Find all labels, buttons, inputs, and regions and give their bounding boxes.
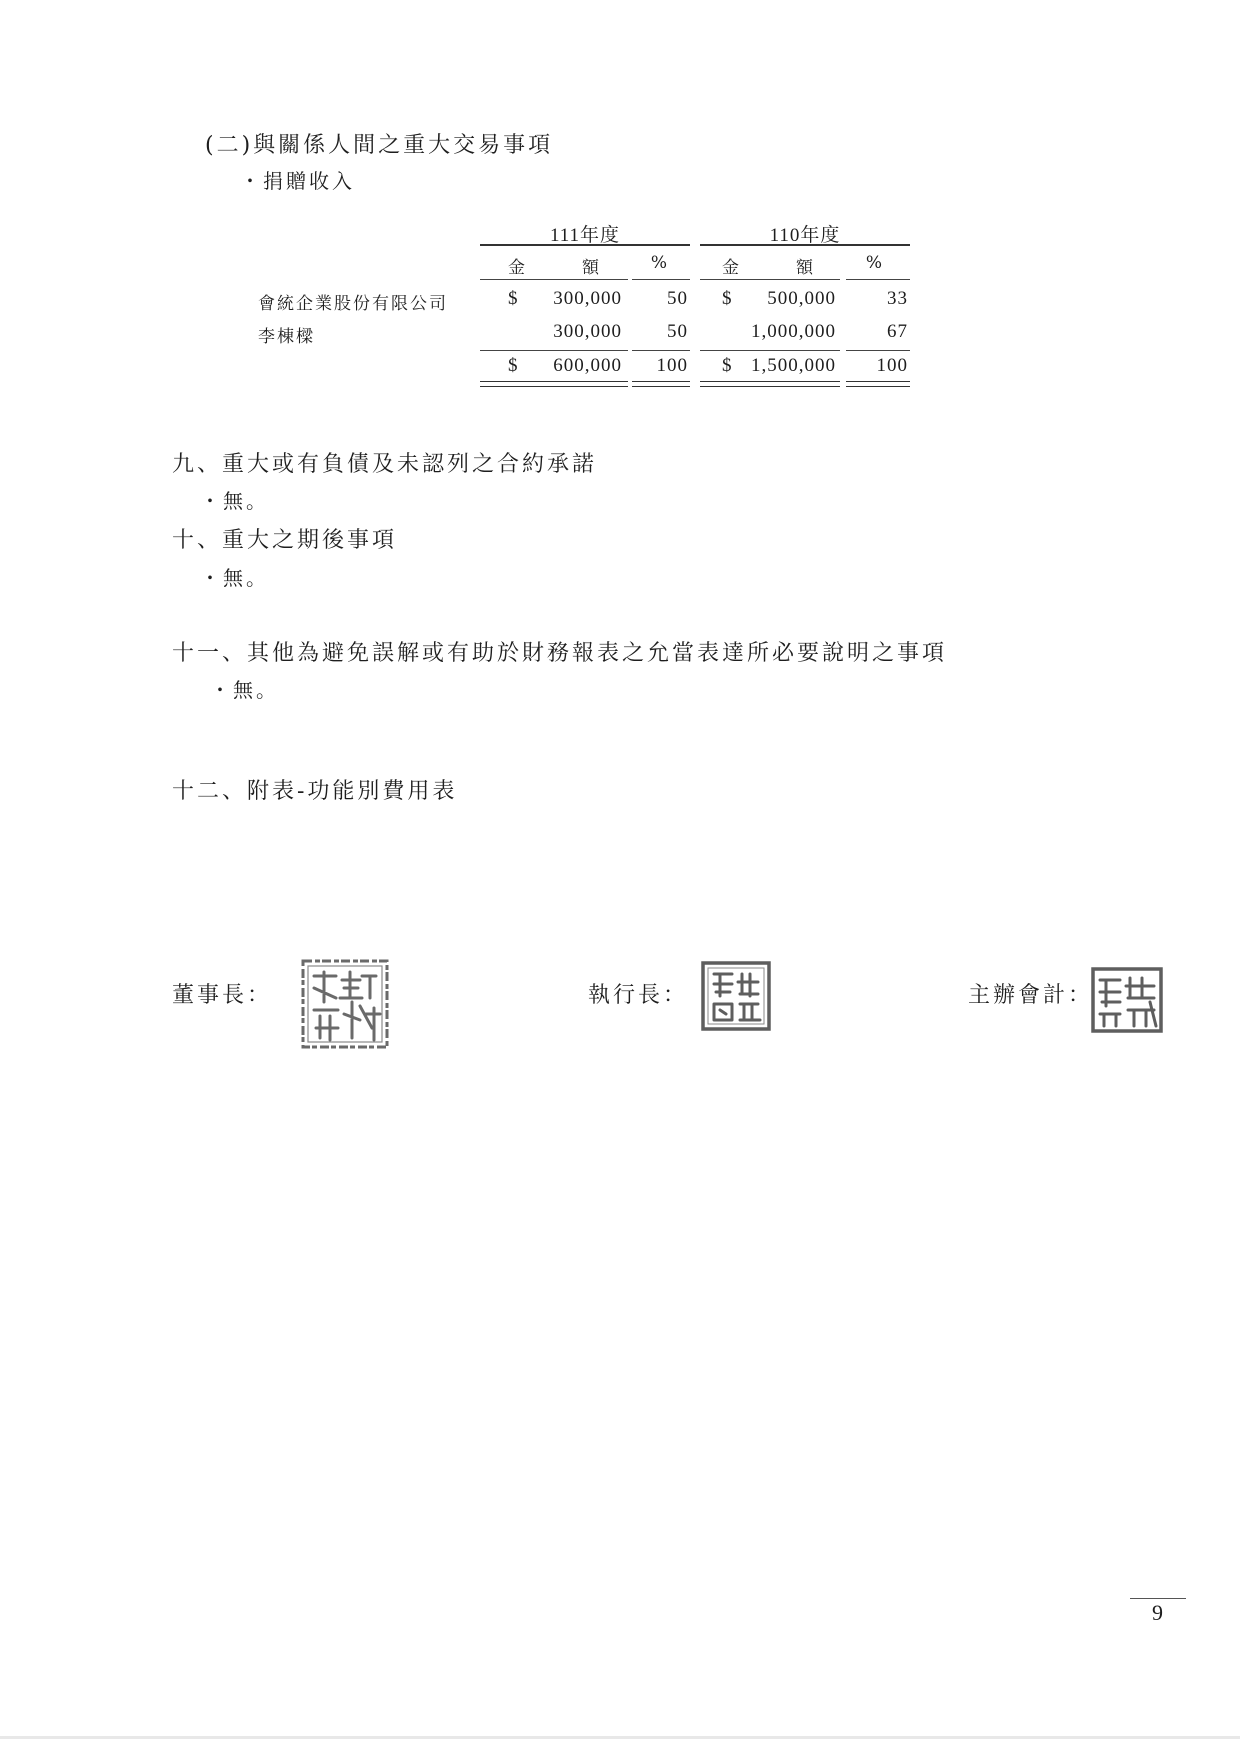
total-double-rule (632, 381, 690, 387)
subtotal-rule (480, 350, 628, 351)
section-heading-related-party: (二)與關係人間之重大交易事項 (205, 133, 554, 158)
currency-sign: $ (508, 288, 519, 309)
subtotal-rule (846, 350, 910, 351)
total-amount-111: 600,000 (553, 355, 622, 376)
section-9-item: ・無。 (200, 489, 269, 513)
amount-110: 1,000,000 (751, 321, 836, 342)
accountant-seal-icon (1090, 966, 1164, 1034)
header-rule (632, 279, 690, 280)
subtotal-rule (632, 350, 690, 351)
total-double-rule (846, 381, 910, 387)
percent-111: 50 (667, 321, 688, 342)
page-number-rule (1130, 1598, 1186, 1599)
section-heading-11: 十一、其他為避免誤解或有助於財務報表之允當表達所必要說明之事項 (172, 641, 948, 666)
section-heading-9: 九、重大或有負債及未認列之合約承諾 (172, 452, 598, 477)
col-percent-111: % (650, 253, 670, 273)
total-double-rule (480, 381, 628, 387)
year-rule-110 (700, 244, 910, 246)
currency-sign: $ (722, 288, 733, 309)
col-amount-111-b: 額 (582, 258, 601, 278)
amount-111: 300,000 (553, 321, 622, 342)
currency-sign: $ (722, 355, 733, 376)
percent-111: 50 (667, 288, 688, 309)
accountant-label: 主辦會計： (968, 983, 1094, 1008)
row-label: 李棟樑 (258, 327, 315, 347)
year-header-110: 110年度 (769, 225, 841, 246)
total-percent-110: 100 (876, 355, 908, 376)
year-rule-111 (480, 244, 690, 246)
section-11-item: ・無。 (210, 678, 279, 702)
col-percent-110: % (865, 253, 885, 273)
section-heading-10: 十、重大之期後事項 (172, 528, 398, 553)
page-number: 9 (1152, 1600, 1164, 1625)
header-rule (480, 279, 628, 280)
total-percent-111: 100 (656, 355, 688, 376)
total-amount-110: 1,500,000 (751, 355, 836, 376)
row-label: 會統企業股份有限公司 (258, 294, 448, 314)
amount-110: 500,000 (767, 288, 836, 309)
ceo-seal-icon (700, 960, 772, 1032)
currency-sign: $ (508, 355, 519, 376)
header-rule (846, 279, 910, 280)
percent-110: 67 (887, 321, 908, 342)
ceo-label: 執行長： (588, 983, 689, 1008)
percent-110: 33 (887, 288, 908, 309)
subheading-donation-income: ・捐贈收入 (240, 169, 355, 193)
year-header-111: 111年度 (549, 225, 621, 246)
chairman-label: 董事長： (172, 983, 273, 1008)
subtotal-rule (700, 350, 840, 351)
header-rule (700, 279, 840, 280)
section-heading-12: 十二、附表-功能別費用表 (172, 779, 458, 804)
section-10-item: ・無。 (200, 566, 269, 590)
col-amount-110-a: 金 (722, 258, 741, 278)
chairman-seal-icon (300, 958, 390, 1050)
amount-111: 300,000 (553, 288, 622, 309)
col-amount-111-a: 金 (508, 258, 527, 278)
total-double-rule (700, 381, 840, 387)
col-amount-110-b: 額 (796, 258, 815, 278)
scan-edge (0, 1736, 1240, 1739)
